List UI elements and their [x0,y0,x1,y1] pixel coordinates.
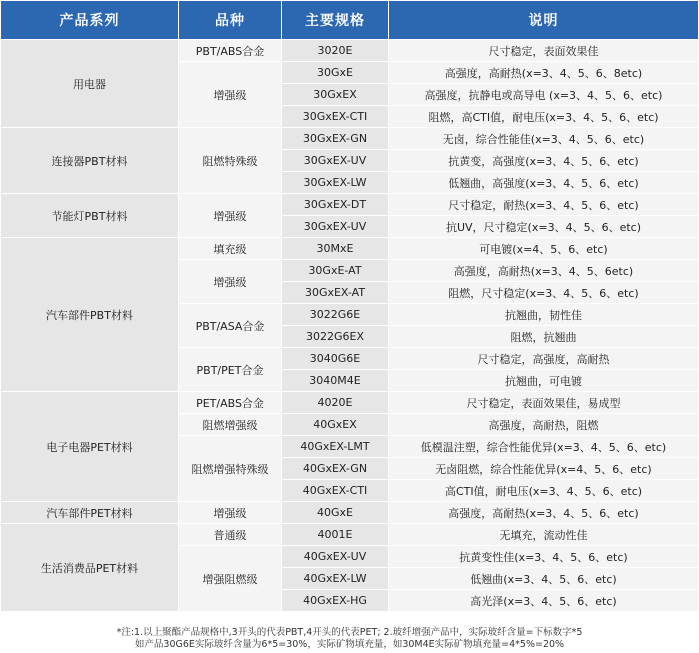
header-description: 说明 [389,1,699,40]
variety-cell: 阻燃特殊级 [179,128,282,194]
table-body [1,40,699,612]
variety-cell: 增强级 [179,62,282,128]
spec-cell: 3022G6EX [282,326,389,348]
variety-cell: 增强级 [179,194,282,238]
spec-cell: 3022G6E [282,304,389,326]
variety-cell: PBT/PET合金 [179,348,282,392]
description-cell: 尺寸稳定，表面效果佳，易成型 [389,392,699,414]
spec-cell: 30GxE [282,62,389,84]
product-series-cell: 节能灯PBT材料 [1,194,179,238]
product-series-cell: 生活消费品PET材料 [1,524,179,612]
table-row [1,128,699,150]
description-cell: 尺寸稳定，表面效果佳 [389,40,699,62]
spec-cell: 40GxEX [282,414,389,436]
spec-cell: 3040M4E [282,370,389,392]
spec-cell: 30GxEX-CTI [282,106,389,128]
description-cell: 高强度，高耐热，阻燃 [389,414,699,436]
description-cell: 尺寸稳定，高强度，高耐热 [389,348,699,370]
variety-cell: 填充级 [179,238,282,260]
description-cell: 无卤，综合性能佳(x=3、4、5、6、etc) [389,128,699,150]
description-cell: 低翘曲(x=3、4、5、6、etc) [389,568,699,590]
product-series-cell: 用电器 [1,40,179,128]
spec-cell: 4001E [282,524,389,546]
product-series-cell: 汽车部件PET材料 [1,502,179,524]
description-cell: 无填充，流动性佳 [389,524,699,546]
variety-cell: 阻燃增强特殊级 [179,436,282,502]
table-row [1,238,699,260]
description-cell: 可电镀(x=4、5、6、etc) [389,238,699,260]
table-row [1,194,699,216]
footnote-line-1: *注:1.以上聚酯产品规格中,3开头的代表PBT,4开头的代表PET; 2.玻纤增强产品中，实际玻纤含量=下标数字*5 [116,627,583,638]
spec-cell: 30GxEX [282,84,389,106]
variety-cell: 增强阻燃级 [179,546,282,612]
header-product-series: 产品系列 [1,1,179,40]
spec-cell: 3020E [282,40,389,62]
description-cell: 尺寸稳定，耐热(x=3、4、5、6、etc) [389,194,699,216]
description-cell: 无卤阻燃，综合性能优异(x=4、5、6、etc) [389,458,699,480]
table-header-row [1,1,699,40]
footnote-line-2: 如产品30G6E实际玻纤含量为6*5=30%，实际矿物填充量，如30M4E实际矿物填充量=4*5%=20% [134,639,565,650]
spec-cell: 4020E [282,392,389,414]
spec-cell: 30GxEX-DT [282,194,389,216]
variety-cell: PBT/ASA合金 [179,304,282,348]
description-cell: 高强度，抗静电或高导电 (x=3、4、5、6、etc) [389,84,699,106]
product-series-cell: 连接器PBT材料 [1,128,179,194]
description-cell: 高强度，高耐热(x=3、4、5、6、8etc) [389,62,699,84]
table-row [1,40,699,62]
product-series-cell: 汽车部件PBT材料 [1,238,179,392]
spec-cell: 40GxEX-LW [282,568,389,590]
header-main-spec: 主要规格 [282,1,389,40]
product-series-cell: 电子电器PET材料 [1,392,179,502]
variety-cell: 阻燃增强级 [179,414,282,436]
description-cell: 低翘曲，高强度(x=3、4、5、6、etc) [389,172,699,194]
description-cell: 高CTI值，耐电压(x=3、4、5、6、etc) [389,480,699,502]
spec-cell: 30GxEX-LW [282,172,389,194]
spec-cell: 30GxEX-GN [282,128,389,150]
spec-cell: 40GxE [282,502,389,524]
description-cell: 高光泽(x=3、4、5、6、etc) [389,590,699,612]
variety-cell: 增强级 [179,260,282,304]
spec-cell: 30GxEX-AT [282,282,389,304]
table-row [1,502,699,524]
description-cell: 抗翘曲，韧性佳 [389,304,699,326]
description-cell: 高强度，高耐热(x=3、4、5、6、etc) [389,502,699,524]
description-cell: 阻燃，尺寸稳定(x=3、4、5、6、etc) [389,282,699,304]
spec-cell: 3040G6E [282,348,389,370]
variety-cell: 普通级 [179,524,282,546]
table-row [1,524,699,546]
spec-cell: 40GxEX-HG [282,590,389,612]
description-cell: 抗翘曲，可电镀 [389,370,699,392]
description-cell: 低模温注塑，综合性能优异(x=3、4、5、6、etc) [389,436,699,458]
description-cell: 阻燃，抗翘曲 [389,326,699,348]
description-cell: 高强度，高耐热(x=3、4、5、6etc) [389,260,699,282]
description-cell: 阻燃，高CTI值，耐电压(x=3、4、5、6、etc) [389,106,699,128]
header-variety: 品种 [179,1,282,40]
spec-cell: 40GxEX-LMT [282,436,389,458]
description-cell: 抗黄变性佳(x=3、4、5、6、etc) [389,546,699,568]
variety-cell: PBT/ABS合金 [179,40,282,62]
table-row [1,392,699,414]
variety-cell: 增强级 [179,502,282,524]
spec-cell: 30MxE [282,238,389,260]
spec-cell: 30GxEX-UV [282,216,389,238]
description-cell: 抗UV，尺寸稳定(x=3、4、5、6、etc) [389,216,699,238]
spec-cell: 30GxE-AT [282,260,389,282]
description-cell: 抗黄变，高强度(x=3、4、5、6、etc) [389,150,699,172]
spec-cell: 30GxEX-UV [282,150,389,172]
spec-cell: 40GxEX-GN [282,458,389,480]
spec-cell: 40GxEX-UV [282,546,389,568]
variety-cell: PET/ABS合金 [179,392,282,414]
spec-cell: 40GxEX-CTI [282,480,389,502]
